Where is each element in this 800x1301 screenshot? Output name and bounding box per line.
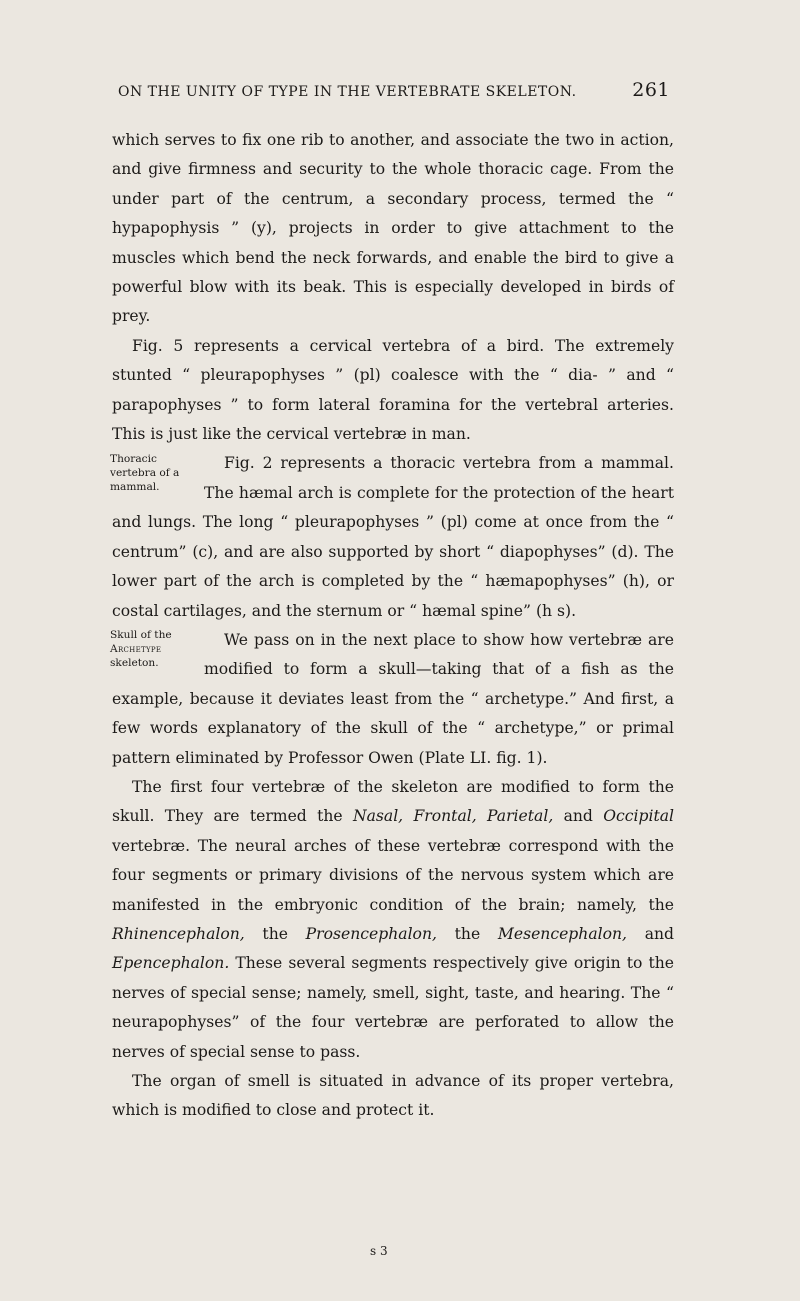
margin-note-thoracic: Thoracic vertebra of a mammal. [110,453,180,494]
paragraph-1: which serves to fix one rib to another, and associate the two in action, and give firmness and security to the whole thoracic cage. From the under part of the centrum, a secondary process, termed the “ hypapophysis ” (y), projects in order to give attachment to the muscles which bend the neck forwards, and enable the bird to give a powerful blow with its beak. This is especially developed in birds of prey. [112,131,674,326]
p5-the-1: the [244,924,306,943]
running-title: ON THE UNITY OF TYPE IN THE VERTEBRATE SKELETON. [118,84,577,100]
term-epencephalon: Epencephalon. [112,954,230,973]
page-number: 261 [632,79,670,101]
term-mesencephalon: Mesencephalon, [497,924,628,943]
margin-note-skull-line1: Skull of the [110,628,172,641]
term-occipital: Occipital [603,807,674,826]
p5-text-a: The first four vertebræ of the skeleton are modified to form the skull. They are termed the [112,777,674,826]
margin-note-skull-line2: Archetype [110,642,162,655]
paragraph-2: Fig. 5 represents a cervical vertebra of a bird. The extremely stunted “ pleurapophyses ” (pl) coalesce with the “ dia- ” and “ parapophyses ” to form lateral foramina for the vertebral arteries. This is just like the cervical vertebræ in man. [112,336,674,444]
term-prosencephalon: Prosencephalon, [305,924,437,943]
term-rhinencephalon: Rhinencephalon, [112,924,245,943]
term-parietal: Parietal, [487,807,554,826]
p5-the-2: the [436,924,498,943]
term-frontal: Frontal, [413,807,477,826]
margin-note-skull [110,628,198,670]
p5-text-c: These several segments respectively give origin to the nerves of special sense; namely, smell, sight, taste, and hearing. The “ neurapophyses” of the four vertebræ are perforated to allow the nerves of special sense to pass. [112,954,674,1061]
page-body [112,126,674,1126]
signature-mark: s 3 [370,1244,388,1258]
paragraph-6: The organ of smell is situated in advance of its proper vertebra, which is modified to close and protect it. [112,1072,674,1120]
p5-and-1: and [553,807,604,826]
paragraph-3: Fig. 2 represents a thoracic vertebra from a mammal. The hæmal arch is complete for the protection of the heart and lungs. The long “ pleurapophyses ” (pl) come at once from the “ centrum” (c), and are also supported by short “ diapophyses” (d). The lower part of the arch is completed by the “ hæmapophyses” (h), or costal cartilages, and the sternum or “ hæmal spine” (h s). [112,454,674,620]
paragraph-4: We pass on in the next place to show how vertebræ are modified to form a skull—taking that of a fish as the example, because it deviates least from the “ archetype.” And first, a few words explanatory of the skull of the “ archetype,” or primal pattern eliminated by Professor Owen (Plate LI. fig. 1). [112,630,674,767]
term-nasal: Nasal, [352,807,404,826]
p5-and-2: and [627,924,675,943]
paragraph-5 [112,773,674,1067]
margin-note-skull-line3: skeleton. [110,656,159,669]
p5-text-b: vertebræ. The neural arches of these vertebræ correspond with the four segments or primary divisions of the nervous system which are manifested in the embryonic condition of the brain; namely, the [112,836,674,914]
